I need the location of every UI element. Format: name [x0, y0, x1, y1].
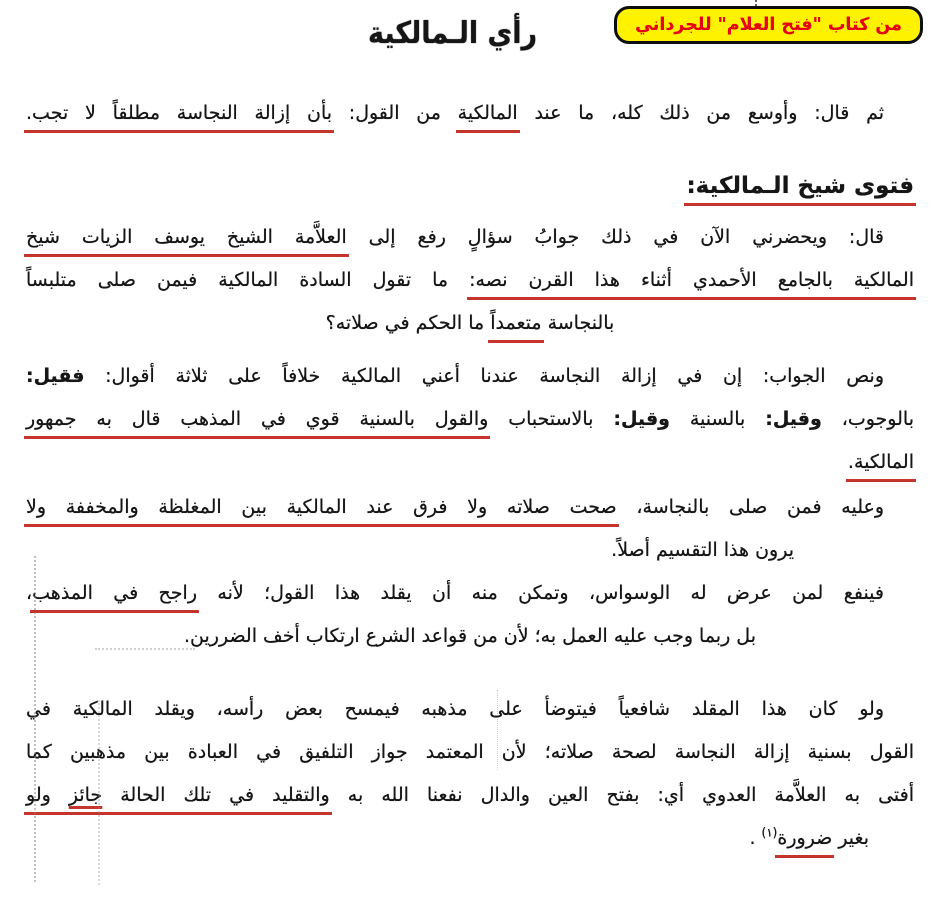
text-segment: ثم قال: وأوسع من ذلك كله، ما عند — [517, 102, 885, 124]
underlined-text: المالكية. — [846, 451, 916, 482]
page-header — [26, 0, 914, 62]
text-segment: بالنجاسة — [541, 312, 615, 334]
text-line — [26, 302, 914, 345]
question-paragraph — [26, 216, 914, 345]
text-segment: أفتى به العلاَّمة العدوي أي: بفتح العين والدال نفعنا الله به — [329, 784, 914, 806]
talfiq-paragraph — [26, 688, 914, 860]
text-segment: ونص الجواب: إن في إزالة النجاسة عندنا أعني المالكية خلافاً على ثلاثة أقوال: — [84, 365, 884, 387]
ruling-paragraph — [26, 486, 914, 572]
text-segment: وقيل: — [765, 408, 822, 430]
underlined-text: فتوى شيخ الـمالكية: — [684, 173, 916, 206]
text-segment: ، — [26, 582, 33, 604]
underlined-text: بأن إزالة النجاسة مطلقاً لا تجب. — [24, 102, 334, 133]
text-line — [26, 259, 914, 302]
fatwa-heading — [26, 165, 914, 208]
page-title: رأي الـمالكية — [368, 16, 538, 51]
underlined-text: ضرورة — [775, 827, 834, 858]
benefit-paragraph — [26, 572, 914, 658]
underlined-text: متعمداً — [488, 312, 543, 343]
intro-paragraph — [26, 92, 914, 135]
text-segment: ما الحكم في صلاته؟ — [325, 312, 491, 334]
text-line — [26, 486, 914, 529]
text-segment: فينفع لمن عرض له الوسواس، وتمكن منه أن يقلد هذا القول؛ لأنه — [197, 582, 884, 604]
text-line — [26, 529, 794, 572]
text-segment: بغير — [832, 827, 869, 849]
text-segment: بالوجوب، — [821, 408, 914, 430]
text-line — [26, 165, 914, 208]
text-segment: يرون هذا التقسيم أصلاً. — [611, 539, 794, 561]
underlined-text: والقول بالسنية قوي في المذهب قال به جمهور — [24, 408, 490, 439]
text-segment: بالاستحباب — [488, 408, 614, 430]
underlined-text: صحت صلاته ولا فرق عند المالكية بين المغلظة والمخففة ولا — [24, 496, 619, 527]
text-line — [26, 572, 914, 615]
text-line — [26, 216, 914, 259]
text-segment: من القول: — [332, 102, 458, 124]
text-line — [26, 774, 914, 817]
text-segment: ما تقول السادة المالكية فيمن صلى متلبساً — [26, 269, 470, 291]
text-line — [26, 615, 914, 658]
underlined-text: المالكية بالجامع الأحمدي أثناء هذا القرن نصه: — [467, 269, 916, 300]
text-segment: قال: ويحضرني الآن في ذلك جوابُ سؤالٍ رفع إلى — [346, 226, 884, 248]
underlined-text: والتقليد في تلك الحالة — [100, 784, 332, 815]
text-segment: وقيل: — [613, 408, 670, 430]
text-segment: القول بسنية إزالة النجاسة لصحة صلاته؛ لأن المعتمد جواز التلفيق في العبادة بين مذهبين كما — [26, 741, 914, 763]
source-badge-label: من كتاب "فتح العلام" للجرداني — [635, 15, 902, 35]
text-segment: بل ربما وجب عليه العمل به؛ لأن من قواعد الشرع ارتكاب أخف الضررين. — [184, 625, 756, 647]
text-segment: ولو كان هذا المقلد شافعياً فيتوضأ على مذهبه فيمسح بعض رأسه، ويقلد المالكية في — [26, 698, 884, 720]
text-segment: وعليه فمن صلى بالنجاسة، — [616, 496, 884, 518]
text-line — [26, 92, 914, 135]
underlined-text: ولو — [24, 784, 71, 815]
text-segment: . — [749, 827, 762, 849]
source-badge — [614, 6, 923, 44]
text-line — [26, 355, 914, 398]
footnote-marker: (١) — [761, 825, 778, 840]
text-line — [26, 398, 914, 441]
page-content — [26, 0, 914, 860]
underlined-text: جائز — [67, 784, 104, 815]
underlined-text: المالكية — [456, 102, 520, 133]
answer-paragraph — [26, 355, 914, 484]
text-line — [26, 731, 914, 774]
text-segment: بالسنية — [669, 408, 766, 430]
underlined-text: راجح في المذهب — [30, 582, 199, 613]
text-line — [26, 688, 914, 731]
text-line — [26, 817, 869, 860]
text-line — [26, 441, 914, 484]
document-body — [26, 92, 914, 860]
underlined-text: العلاَّمة الشيخ يوسف الزيات شيخ — [24, 226, 349, 257]
text-segment: فقيل: — [26, 365, 85, 387]
